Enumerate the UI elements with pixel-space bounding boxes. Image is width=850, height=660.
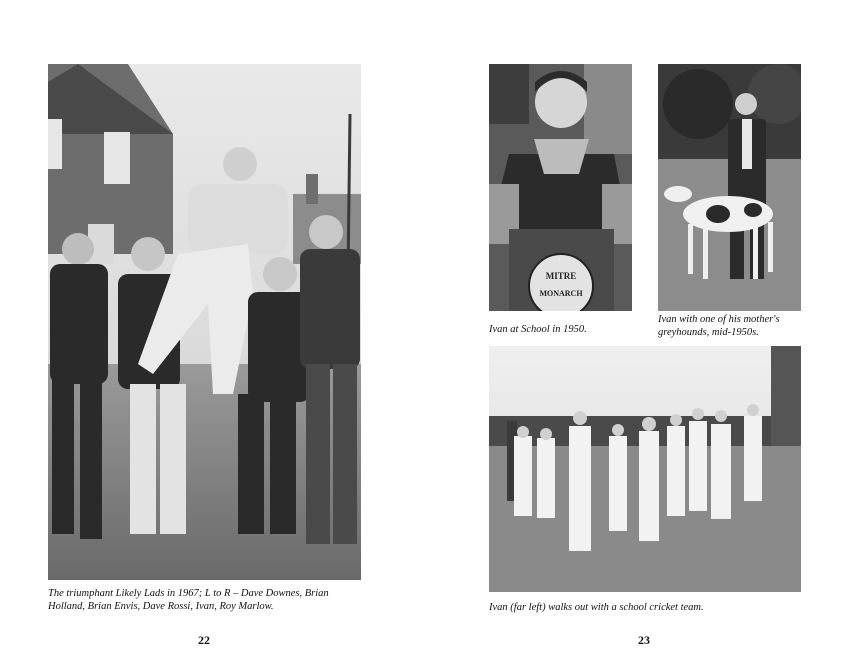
likely-lads-photo [48,64,361,580]
right-page [425,0,850,660]
ball-text-1: MITRE [545,271,577,281]
likely-lads-caption-line1: The triumphant Likely Lads in 1967; L to R – Dave Downes, Brian [48,588,329,599]
greyhound-caption-line2: greyhounds, mid-1950s. [658,327,759,338]
greyhound-photo [658,64,801,311]
page-number-left: 22 [198,633,210,647]
likely-lads-caption-line2: Holland, Brian Envis, Dave Rossi, Ivan, Roy Marlow. [48,601,274,612]
school-1950-caption: Ivan at School in 1950. [489,324,587,335]
school-1950-photo [489,64,632,311]
cricket-team-photo [489,346,801,592]
ball-text-2: MONARCH [539,289,583,298]
page-number-right: 23 [638,633,650,647]
likely-lads-caption [48,587,378,613]
greyhound-caption [658,313,808,339]
cricket-team-caption: Ivan (far left) walks out with a school cricket team. [489,602,704,613]
greyhound-caption-line1: Ivan with one of his mother's [658,314,780,325]
